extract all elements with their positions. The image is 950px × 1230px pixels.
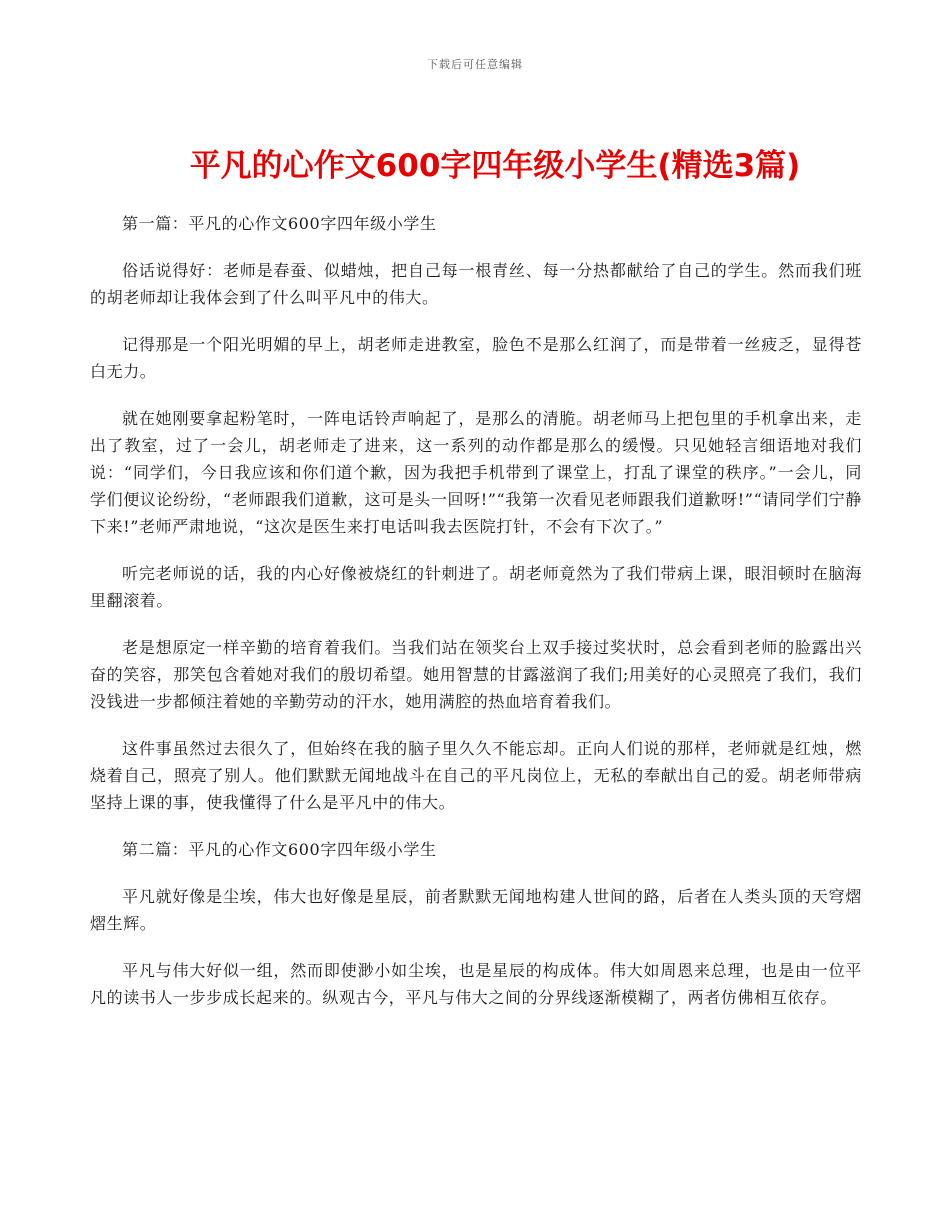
page-header: 下载后可任意编辑 [427, 58, 523, 71]
section-heading-1: 第一篇：平凡的心作文600字四年级小学生 [122, 214, 437, 233]
paragraph: 就在她刚要拿起粉笔时，一阵电话铃声响起了，是那么的清脆。胡老师马上把包里的手机拿出来，走出了教室，过了一会儿，胡老师走了进来，这一系列的动作都是那么的缓慢。只见她轻言细语地对我们说：“同学们，今日我应该和你们道个歉，因为我把手机带到了课堂上，打乱了课堂的秩序。”一会儿，同学们便议论纷纷，“老师跟我们道歉，这可是头一回呀!”“我第一次看见老师跟我们道歉呀!”“请同学们宁静下来!”老师严肃地说，“这次是医生来打电话叫我去医院打针，不会有下次了。” [90, 409, 862, 536]
paragraph: 平凡与伟大好似一组，然而即使渺小如尘埃，也是星辰的构成体。伟大如周恩来总理，也是由一位平凡的读书人一步步成长起来的。纵观古今，平凡与伟大之间的分界线逐渐模糊了，两者仿佛相互依存。 [90, 961, 862, 1007]
paragraph: 平凡就好像是尘埃，伟大也好像是星辰，前者默默无闻地构建人世间的路，后者在人类头顶的天穹熠熠生辉。 [90, 887, 862, 933]
document-body [90, 210, 862, 1031]
paragraph: 听完老师说的话，我的内心好像被烧红的针刺进了。胡老师竟然为了我们带病上课，眼泪顿时在脑海里翻滚着。 [90, 564, 862, 610]
paragraph: 俗话说得好：老师是春蚕、似蜡烛，把自己每一根青丝、每一分热都献给了自己的学生。然而我们班的胡老师却让我体会到了什么叫平凡中的伟大。 [90, 261, 862, 307]
section-heading-2: 第二篇：平凡的心作文600字四年级小学生 [122, 840, 437, 859]
paragraph: 这件事虽然过去很久了，但始终在我的脑子里久久不能忘却。正向人们说的那样，老师就是红烛，燃烧着自己，照亮了别人。他们默默无闻地战斗在自己的平凡岗位上，无私的奉献出自己的爱。胡老师带病坚持上课的事，使我懂得了什么是平凡中的伟大。 [90, 739, 862, 812]
paragraph: 记得那是一个阳光明媚的早上，胡老师走进教室，脸色不是那么红润了，而是带着一丝疲乏，显得苍白无力。 [90, 335, 862, 381]
paragraph: 老是想原定一样辛勤的培育着我们。当我们站在领奖台上双手接过奖状时，总会看到老师的脸露出兴奋的笑容，那笑包含着她对我们的殷切希望。她用智慧的甘露滋润了我们;用美好的心灵照亮了我们，我们没钱进一步都倾注着她的辛勤劳动的汗水，她用满腔的热血培育着我们。 [90, 638, 862, 711]
document-title: 平凡的心作文600字四年级小学生(精选3篇) [189, 148, 801, 184]
